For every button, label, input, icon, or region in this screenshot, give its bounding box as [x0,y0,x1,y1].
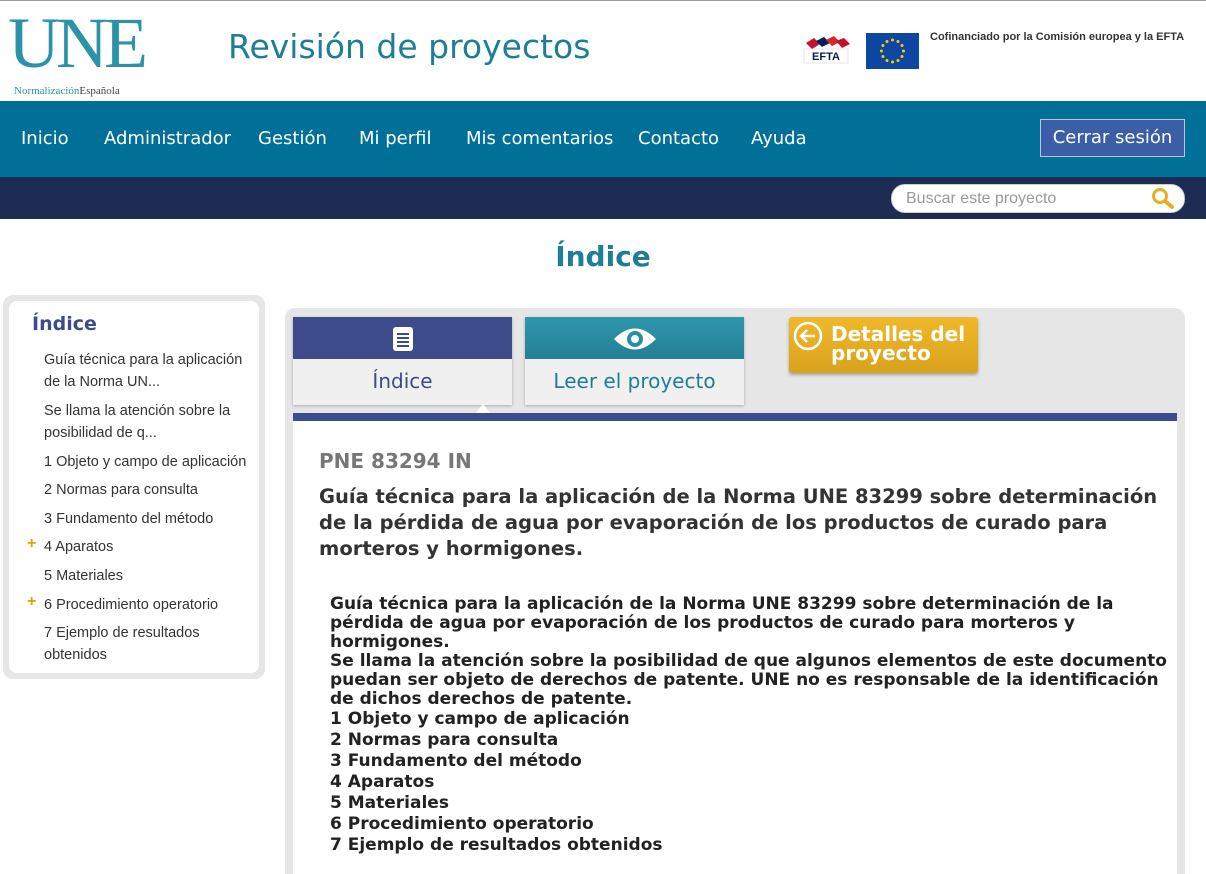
sidebar-item-objeto[interactable]: 1 Objeto y campo de aplicación [44,454,247,470]
document-code: PNE 83294 IN [319,449,472,473]
nav-item-inicio[interactable]: Inicio [21,128,69,149]
detalles-proyecto-button[interactable] [789,317,978,373]
search-input[interactable] [891,184,1185,213]
toc-item-fundamento[interactable]: 3 Fundamento del método [330,751,582,771]
eu-star [891,39,894,42]
eu-star [880,50,883,53]
logo-text: UNE [8,3,144,83]
toc-item-procedimiento[interactable]: 6 Procedimiento operatorio [330,814,594,834]
document-icon [391,326,415,352]
site-title: Revisión de proyectos [228,27,591,66]
toc-item-atencion[interactable]: Se llama la atención sobre la posibilidad de que algunos elementos de este documento puedan ser objeto de derechos de patente. UNE no es responsable de la identificación de dichos derechos de patente. [330,651,1167,709]
efta-label: EFTA [812,51,840,63]
eu-star [886,40,889,43]
sidebar-item-ejemplo[interactable]: 7 Ejemplo de resultados obtenidos [44,625,200,663]
logo-subtitle-colored: Normalización [14,85,80,97]
tab-indice[interactable] [293,317,512,405]
page-title: Índice [555,240,651,273]
toc-item-normas[interactable]: 2 Normas para consulta [330,730,559,750]
tab-leer-proyecto[interactable] [525,317,744,405]
logo-subtitle [14,85,120,97]
tab-leer-label: Leer el proyecto [553,369,716,393]
sidebar-item-procedimiento[interactable]: 6 Procedimiento operatorio [44,597,219,613]
document-title: Guía técnica para la aplicación de la Norma UNE 83299 sobre determinación de la pérdida de agua por evaporación de los productos de curado para morteros y hormigones. [319,485,1158,560]
detalles-label: Detalles del proyecto [831,322,966,365]
arrow-left-circle-icon [793,321,823,351]
sidebar-item-normas[interactable]: 2 Normas para consulta [44,482,198,498]
sidebar-item-aparatos[interactable]: 4 Aparatos [44,539,114,555]
efta-logo-icon [800,35,852,67]
toc-item-materiales[interactable]: 5 Materiales [330,793,449,813]
sidebar-item-materiales[interactable]: 5 Materiales [44,568,123,584]
logo-subtitle-dark: Española [79,85,120,97]
content-divider [293,413,1177,421]
sidebar-title: Índice [32,313,97,335]
sidebar-item-atencion[interactable]: Se llama la atención sobre la posibilidad de q... [44,403,231,441]
expand-aparatos-icon[interactable]: + [27,535,37,552]
sidebar [3,295,265,679]
nav-item-administrador[interactable]: Administrador [104,128,232,149]
toc-item-aparatos[interactable]: 4 Aparatos [330,772,435,792]
eu-star [901,44,904,47]
eu-star [881,44,884,47]
eu-star [886,59,889,62]
eu-star [891,61,894,64]
search-icon[interactable] [1150,186,1176,212]
nav-item-contacto[interactable]: Contacto [638,128,720,149]
logout-button[interactable]: Cerrar sesión [1040,119,1185,157]
header [0,1,1206,101]
sidebar-item-guia[interactable]: Guía técnica para la aplicación de la Norma UN... [44,352,243,390]
une-logo[interactable] [8,3,158,97]
toc-item-ejemplo[interactable]: 7 Ejemplo de resultados obtenidos [330,835,663,855]
eu-star [902,50,905,53]
sidebar-panel [9,301,259,673]
toc-item-guia[interactable]: Guía técnica para la aplicación de la Norma UNE 83299 sobre determinación de la pérdida de agua por evaporación de los productos de curado para morteros y hormigones. [330,594,1114,652]
expand-procedimiento-icon[interactable]: + [27,593,37,610]
tab-indice-label: Índice [372,369,433,393]
toc-item-objeto[interactable]: 1 Objeto y campo de aplicación [330,709,630,729]
eu-star [901,55,904,58]
eu-flag-icon [866,33,919,69]
sidebar-item-fundamento[interactable]: 3 Fundamento del método [44,511,214,527]
table-of-contents [330,595,1170,856]
nav-item-gestion[interactable]: Gestión [258,128,327,149]
eu-star [897,40,900,43]
eye-icon [612,324,658,354]
nav-item-mis-comentarios[interactable]: Mis comentarios [466,128,614,149]
document-content [293,421,1177,874]
nav-item-ayuda[interactable]: Ayuda [751,128,807,149]
eu-star [881,55,884,58]
cofinanced-text: Cofinanciado por la Comisión europea y la EFTA [930,31,1185,43]
search-bar [0,177,1206,219]
main-nav [0,101,1206,177]
eu-star [897,59,900,62]
nav-item-mi-perfil[interactable]: Mi perfil [359,128,432,149]
main-panel [285,308,1185,874]
